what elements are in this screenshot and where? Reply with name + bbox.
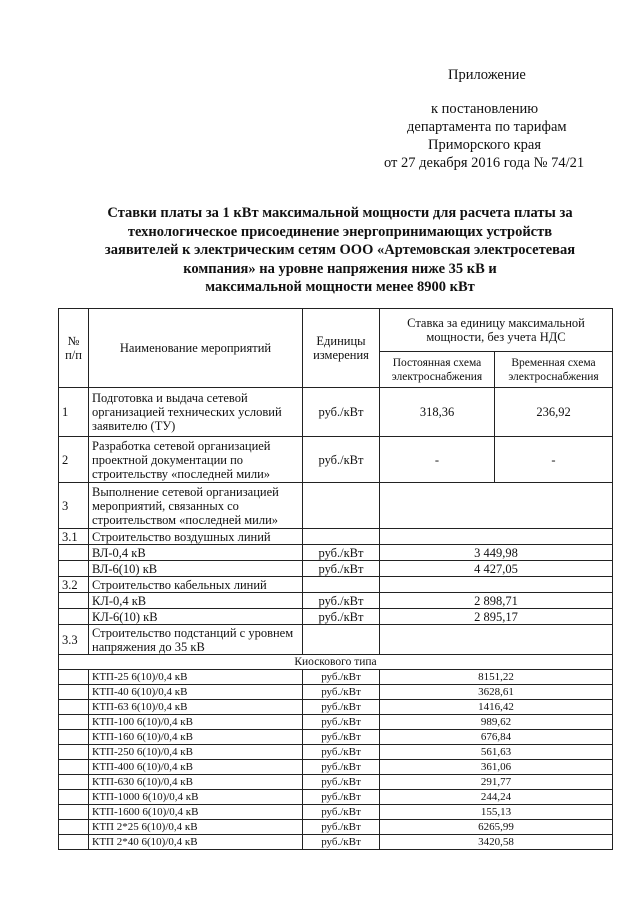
ktp-unit: руб./кВт [303, 790, 380, 805]
ktp-name: КТП-63 6(10)/0,4 кВ [89, 700, 303, 715]
table-row [59, 609, 613, 625]
ktp-num [59, 775, 89, 790]
document-title [60, 204, 620, 297]
ktp-num [59, 700, 89, 715]
ktp-unit: руб./кВт [303, 670, 380, 685]
row-unit: руб./кВт [303, 545, 380, 561]
row-permanent-value: 318,36 [380, 388, 495, 437]
table-row [59, 561, 613, 577]
row-num [59, 593, 89, 609]
row-value: 2 898,71 [380, 593, 613, 609]
title-line: заявителей к электрическим сетям ООО «Артемовская электросетевая [104, 242, 576, 258]
ktp-name: КТП 2*40 6(10)/0,4 кВ [89, 835, 303, 850]
ktp-value: 3628,61 [380, 685, 613, 700]
header-unit: Единицы измерения [303, 309, 380, 388]
row-name: Строительство воздушных линий [89, 529, 303, 545]
row-permanent-value: - [380, 437, 495, 483]
ktp-row [59, 685, 613, 700]
ktp-name: КТП-160 6(10)/0,4 кВ [89, 730, 303, 745]
ktp-value: 361,06 [380, 760, 613, 775]
row-temporary-value: - [495, 437, 613, 483]
table-row [59, 437, 613, 483]
ktp-num [59, 835, 89, 850]
ktp-row [59, 700, 613, 715]
row-value: 3 449,98 [380, 545, 613, 561]
table-header-row [59, 309, 613, 352]
ktp-row [59, 775, 613, 790]
row-unit [303, 577, 380, 593]
table-row [59, 529, 613, 545]
ktp-value: 244,24 [380, 790, 613, 805]
appendix-line: к постановлению [431, 101, 539, 117]
kiosk-section-row [59, 655, 613, 670]
header-name: Наименование мероприятий [89, 309, 303, 388]
ktp-name: КТП-40 6(10)/0,4 кВ [89, 685, 303, 700]
row-unit: руб./кВт [303, 609, 380, 625]
ktp-row [59, 670, 613, 685]
table-row [59, 545, 613, 561]
row-name: Подготовка и выдача сетевой организацией технических условий заявителю (ТУ) [89, 388, 303, 437]
row-unit: руб./кВт [303, 561, 380, 577]
row-num [59, 545, 89, 561]
ktp-rows [59, 670, 613, 850]
row-temporary-value: 236,92 [495, 388, 613, 437]
title-line: компания» на уровне напряжения ниже 35 кВ и [183, 260, 497, 277]
title-line: максимальной мощности менее 8900 кВт [205, 279, 475, 295]
ktp-name: КТП-630 6(10)/0,4 кВ [89, 775, 303, 790]
row-value [380, 625, 613, 655]
row-num: 3.1 [59, 529, 89, 545]
row-name: ВЛ-0,4 кВ [89, 545, 303, 561]
header-permanent: Постоянная схема электроснабжения [380, 352, 495, 388]
ktp-name: КТП-100 6(10)/0,4 кВ [89, 715, 303, 730]
table-row [59, 625, 613, 655]
row-num: 1 [59, 388, 89, 437]
row-name: Строительство подстанций с уровнем напряжения до 35 кВ [89, 625, 303, 655]
ktp-unit: руб./кВт [303, 775, 380, 790]
row-name: Строительство кабельных линий [89, 577, 303, 593]
appendix-line: Приморского края [428, 137, 542, 153]
rates-table [58, 308, 613, 850]
row-name: Выполнение сетевой организацией мероприятий, связанных со строительством «последней мили» [89, 483, 303, 529]
ktp-num [59, 760, 89, 775]
row-value: 4 427,05 [380, 561, 613, 577]
ktp-name: КТП-1600 6(10)/0,4 кВ [89, 805, 303, 820]
ktp-num [59, 820, 89, 835]
header-rate: Ставка за единицу максимальной мощности, без учета НДС [380, 309, 613, 352]
row-unit [303, 529, 380, 545]
row-value: 2 895,17 [380, 609, 613, 625]
row-unit: руб./кВт [303, 388, 380, 437]
row-num: 3.2 [59, 577, 89, 593]
ktp-num [59, 685, 89, 700]
ktp-unit: руб./кВт [303, 820, 380, 835]
row-num [59, 609, 89, 625]
row-unit [303, 625, 380, 655]
row-num: 3 [59, 483, 89, 529]
table-row [59, 577, 613, 593]
ktp-num [59, 730, 89, 745]
ktp-value: 6265,99 [380, 820, 613, 835]
ktp-unit: руб./кВт [303, 835, 380, 850]
row-value [380, 529, 613, 545]
appendix-line: от 27 декабря 2016 года № 74/21 [384, 155, 585, 171]
table-row [59, 388, 613, 437]
ktp-value: 291,77 [380, 775, 613, 790]
ktp-num [59, 805, 89, 820]
ktp-value: 1416,42 [380, 700, 613, 715]
ktp-value: 155,13 [380, 805, 613, 820]
ktp-value: 8151,22 [380, 670, 613, 685]
row-value [380, 483, 613, 529]
row-name: КЛ-6(10) кВ [89, 609, 303, 625]
ktp-value: 989,62 [380, 715, 613, 730]
ktp-row [59, 730, 613, 745]
ktp-value: 3420,58 [380, 835, 613, 850]
appendix-word: Приложение [448, 67, 526, 83]
row-unit: руб./кВт [303, 437, 380, 483]
header-temporary: Временная схема электроснабжения [495, 352, 613, 388]
ktp-num [59, 670, 89, 685]
row-name: Разработка сетевой организацией проектной документации по строительству «последней мили» [89, 437, 303, 483]
ktp-row [59, 790, 613, 805]
ktp-unit: руб./кВт [303, 805, 380, 820]
ktp-name: КТП 2*25 6(10)/0,4 кВ [89, 820, 303, 835]
ktp-unit: руб./кВт [303, 730, 380, 745]
ktp-row [59, 715, 613, 730]
ktp-name: КТП-400 6(10)/0,4 кВ [89, 760, 303, 775]
ktp-unit: руб./кВт [303, 715, 380, 730]
ktp-row [59, 835, 613, 850]
ktp-row [59, 745, 613, 760]
ktp-row [59, 820, 613, 835]
table-row [59, 593, 613, 609]
ktp-row [59, 760, 613, 775]
ktp-unit: руб./кВт [303, 745, 380, 760]
ktp-unit: руб./кВт [303, 760, 380, 775]
row-num: 3.3 [59, 625, 89, 655]
table-row [59, 483, 613, 529]
row-value [380, 577, 613, 593]
row-num [59, 561, 89, 577]
kiosk-section-label: Киоскового типа [59, 655, 613, 670]
title-line: технологическое присоединение энергопринимающих устройств [127, 223, 553, 240]
ktp-num [59, 790, 89, 805]
row-unit [303, 483, 380, 529]
row-num: 2 [59, 437, 89, 483]
ktp-name: КТП-250 6(10)/0,4 кВ [89, 745, 303, 760]
title-line: Ставки платы за 1 кВт максимальной мощности для расчета платы за [107, 205, 573, 221]
ktp-value: 561,63 [380, 745, 613, 760]
appendix-line: департамента по тарифам [407, 119, 567, 135]
row-name: КЛ-0,4 кВ [89, 593, 303, 609]
header-num: № п/п [59, 309, 89, 388]
ktp-unit: руб./кВт [303, 700, 380, 715]
ktp-name: КТП-1000 6(10)/0,4 кВ [89, 790, 303, 805]
row-unit: руб./кВт [303, 593, 380, 609]
ktp-name: КТП-25 6(10)/0,4 кВ [89, 670, 303, 685]
row-name: ВЛ-6(10) кВ [89, 561, 303, 577]
ktp-row [59, 805, 613, 820]
ktp-num [59, 745, 89, 760]
ktp-value: 676,84 [380, 730, 613, 745]
ktp-num [59, 715, 89, 730]
ktp-unit: руб./кВт [303, 685, 380, 700]
